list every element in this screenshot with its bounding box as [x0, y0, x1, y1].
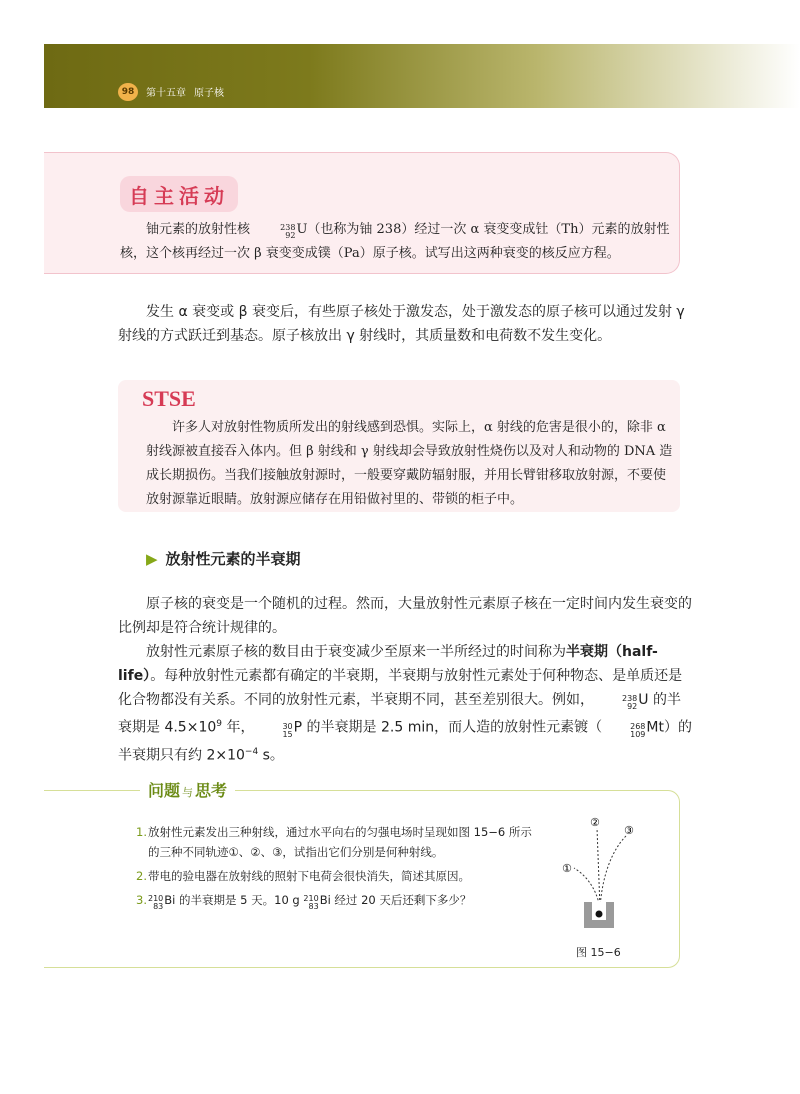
radiation-deflection-figure [556, 806, 666, 940]
questions-list [136, 822, 536, 915]
nuclide-u238-indices: 238 92 [280, 223, 296, 240]
trajectory-2 [597, 828, 600, 908]
trajectory-3 [600, 836, 626, 908]
question-text: 210 83 Bi 的半衰期是 5 天。10 g 210 83 Bi 经过 20 天后还剩下多少？ [148, 893, 472, 911]
paragraph-random-process: 原子核的衰变是一个随机的过程。然而，大量放射性元素原子核在一定时间内发生衰变的比例却是符合统计规律的。 [118, 596, 692, 636]
label-1: ① [562, 862, 572, 875]
question-number: 2. [136, 869, 147, 883]
question-item [136, 866, 536, 886]
section-heading [146, 548, 301, 569]
chapter-number: 第十五章 [146, 88, 186, 99]
question-text: 放射性元素发出三种射线，通过水平向右的匀强电场时呈现如图 15−6 所示的三种不同轨迹①、②、③，试指出它们分别是何种射线。 [148, 825, 532, 859]
nuclide-u238-indices: 238 92 [622, 694, 638, 711]
section-title: 放射性元素的半衰期 [165, 550, 301, 568]
questions-title: 问题 与 思考 [140, 778, 235, 801]
nuclide-p30-indices: 30 15 [282, 721, 293, 739]
question-item [136, 890, 536, 911]
question-number: 1. [136, 825, 147, 839]
activity-text [120, 218, 670, 266]
paragraph-excited-state: 发生 α 衰变或 β 衰变后，有些原子核处于激发态，处于激发态的原子核可以通过发射 γ 射线的方式跃迁到基态。原子核放出 γ 射线时，其质量数和电荷数不发生变化。 [118, 304, 685, 344]
half-life-body [118, 592, 692, 767]
question-item [136, 822, 536, 862]
triangle-bullet-icon: ▶ [146, 550, 158, 568]
activity-text-part: （也称为铀 238）经过一次 α 衰变变成钍（Th）元素的放射性核，这个核再经过一次 β 衰变变成镤（Pa）原子核。试写出这两种衰变的核反应方程。 [120, 222, 670, 261]
nuclide-mt268-indices: 268 109 [630, 721, 646, 739]
radiation-source-icon [596, 911, 603, 918]
nuclide-bi210-indices: 210 83 [148, 894, 164, 911]
label-3: ③ [624, 824, 634, 837]
term-half-life: 半衰期（half-life） [118, 644, 658, 684]
figure-caption: 图 15−6 [576, 946, 621, 959]
stse-title: STSE [142, 386, 196, 411]
paragraph-half-life-definition: 放射性元素原子核的数目由于衰变减少至原来一半所经过的时间称为半衰期（half-life）。每种放射性元素都有确定的半衰期，半衰期与放射性元素处于何种物态、是单质还是化合物都没有关系。不同的放射性元素，半衰期不同，甚至差别很大。例如， 238 92 U 的半衰期是 $4.5\times 10^9$ 年， 30 15 P 的半衰期是 2.5 min，而人造的放射性元素镀（ 268 109 Mt）的半衰期只有约 $2\times 10^{-4}$ s。 [118, 644, 692, 764]
nuclide-symbol: U [296, 222, 308, 237]
label-2: ② [590, 816, 600, 829]
page-number: 98 [118, 83, 138, 101]
nuclide-bi210-indices: 210 83 [303, 894, 319, 911]
chapter-name: 原子核 [194, 88, 224, 99]
activity-text-part: 铀元素的放射性核 [146, 222, 251, 237]
activity-title: 自主活动 [120, 176, 238, 212]
chapter-title [146, 84, 224, 99]
question-number: 3. [136, 893, 147, 907]
stse-text: 许多人对放射性物质所发出的射线感到恐惧。实际上，α 射线的危害是很小的，除非 α 射线源被直接吞入体内。但 β 射线和 γ 射线却会导致放射性烧伤以及对人和动物的 DNA 造成长期损伤。当我们接触放射源时，一般要穿戴防辐射服，并用长臂钳移取放射源，不要使放射源靠近眼睛。放射源应储存在用铅做衬里的、带锁的柜子中。 [146, 420, 673, 507]
question-text: 带电的验电器在放射线的照射下电荷会很快消失，简述其原因。 [148, 869, 470, 883]
